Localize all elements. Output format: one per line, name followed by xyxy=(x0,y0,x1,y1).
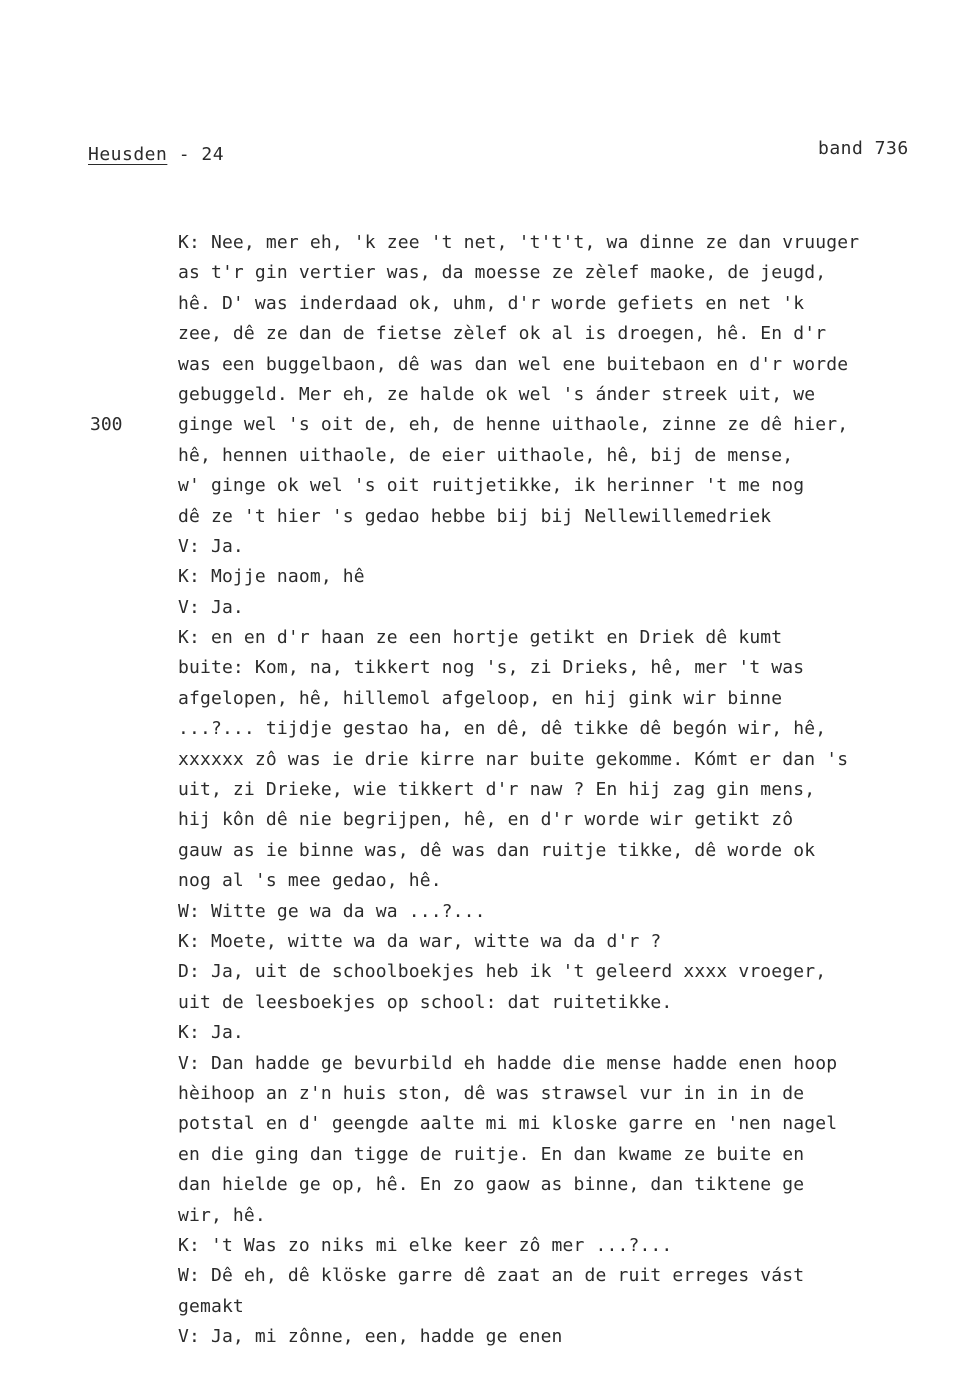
transcript-line: D: Ja, uit de schoolboekjes heb ik 't geleerd xxxx vroeger, xyxy=(178,961,827,983)
transcript-line: uit de leesboekjes op school: dat ruitetikke. xyxy=(178,991,673,1013)
transcript-line: K: Nee, mer eh, 'k zee 't net, 't't't, wa dinne ze dan vruuger xyxy=(178,232,860,253)
transcript-line: V: Ja. xyxy=(178,535,244,557)
transcript-line: ...?... tijdje gestao ha, en dê, dê tikke dê begón wir, hê, xyxy=(178,718,827,740)
transcript-line: nog al 's mee gedao, hê. xyxy=(178,870,442,892)
transcript-line: en die ging dan tigge de ruitje. En dan kwame ze buite en xyxy=(178,1143,805,1165)
transcript-line: dê ze 't hier 's gedao hebbe bij bij Nellewillemedriek xyxy=(178,505,772,527)
transcript-line: V: Ja. xyxy=(178,596,244,618)
transcript-line: uit, zi Drieke, wie tikkert d'r naw ? En hij zag gin mens, xyxy=(178,779,816,801)
transcript-line: gauw as ie binne was, dê was dan ruitje tikke, dê worde ok xyxy=(178,839,816,861)
page-header-left xyxy=(88,144,224,165)
transcript-line: W: Dê eh, dê klöske garre dê zaat an de ruit erreges vást xyxy=(178,1265,805,1287)
transcript-line: K: Moete, witte wa da war, witte wa da d'r ? xyxy=(178,930,662,952)
transcript-line: ginge wel 's oit de, eh, de henne uithaole, zinne ze dê hier, xyxy=(178,414,849,436)
transcript-line: wir, hê. xyxy=(178,1204,266,1226)
transcript-line: K: en en d'r haan ze een hortje getikt en Driek dê kumt xyxy=(178,627,783,649)
transcript-line: gemakt xyxy=(178,1295,244,1317)
transcript-line: buite: Kom, na, tikkert nog 's, zi Drieks, hê, mer 't was xyxy=(178,657,805,679)
transcript-line: K: 't Was zo niks mi elke keer zô mer ...?... xyxy=(178,1234,673,1256)
transcript-line: hê. D' was inderdaad ok, uhm, d'r worde gefiets en net 'k xyxy=(178,292,805,314)
transcript-line: V: Dan hadde ge bevurbild eh hadde die mense hadde enen hoop xyxy=(178,1052,838,1074)
transcript-line: potstal en d' geengde aalte mi mi kloske garre en 'nen nagel xyxy=(178,1113,838,1135)
transcript-line: zee, dê ze dan de fietse zèlef ok al is droegen, hê. En d'r xyxy=(178,323,827,345)
band-number: band 736 xyxy=(818,138,909,159)
header-separator: - xyxy=(167,144,202,165)
transcript-line: w' ginge ok wel 's oit ruitjetikke, ik herinner 't me nog xyxy=(178,475,805,497)
transcript-line: K: Mojje naom, hê xyxy=(178,566,365,588)
transcript-line: xxxxxx zô was ie drie kirre nar buite gekomme. Kómt er dan 's xyxy=(178,748,849,770)
page-number: 24 xyxy=(201,144,225,165)
transcript-line: hij kôn dê nie begrijpen, hê, en d'r worde wir getikt zô xyxy=(178,809,794,831)
margin-line-marker: 300 xyxy=(90,414,123,435)
transcript-line: V: Ja, mi zônne, een, hadde ge enen xyxy=(178,1326,563,1348)
transcript-line: dan hielde ge op, hê. En zo gaow as binne, dan tiktene ge xyxy=(178,1174,805,1196)
transcript-line: W: Witte ge wa da wa ...?... xyxy=(178,900,486,922)
transcript-line: K: Ja. xyxy=(178,1022,244,1044)
transcript-line: hèihoop an z'n huis ston, dê was strawsel vur in in in de xyxy=(178,1082,805,1104)
transcript-line: was een buggelbaon, dê was dan wel ene buitebaon en d'r worde xyxy=(178,353,849,375)
transcript-body xyxy=(178,228,958,1352)
transcript-line: afgelopen, hê, hillemol afgeloop, en hij gink wir binne xyxy=(178,687,783,709)
transcript-line: gebuggeld. Mer eh, ze halde ok wel 's ánder streek uit, we xyxy=(178,383,816,405)
transcript-line: as t'r gin vertier was, da moesse ze zèlef maoke, de jeugd, xyxy=(178,262,827,284)
place-name: Heusden xyxy=(88,144,168,165)
transcript-line: hê, hennen uithaole, de eier uithaole, hê, bij de mense, xyxy=(178,444,794,466)
